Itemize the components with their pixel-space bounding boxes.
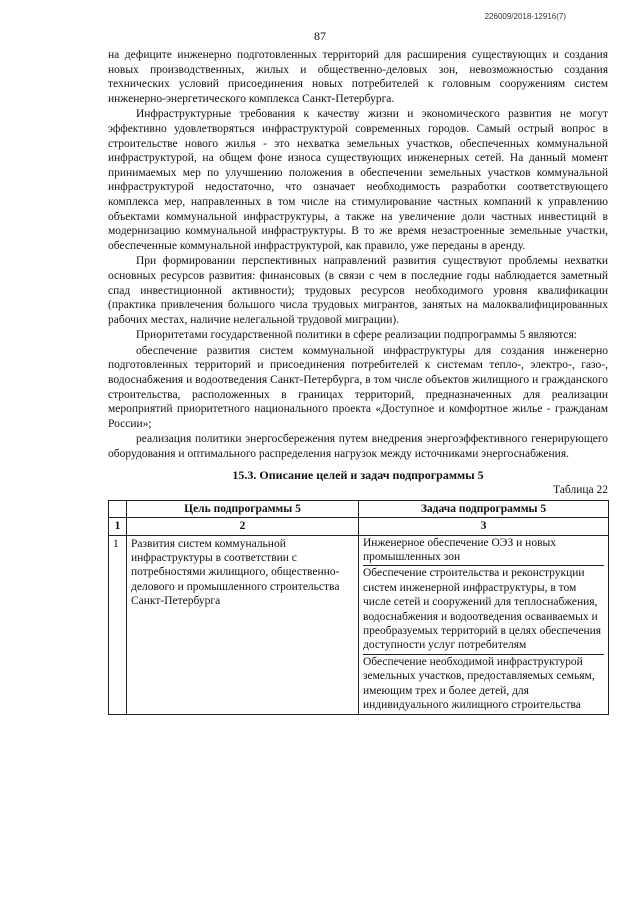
table-header-cell (109, 500, 127, 517)
task-item: Обеспечение необходимой инфраструктурой земельных участков, предоставляемых семьям, имеющим трех и более детей, для индивидуального жилищного строительства (363, 655, 595, 712)
section-title: 15.3. Описание целей и задач подпрограммы 5 (232, 467, 484, 482)
paragraph: обеспечение развития систем коммунальной инфраструктуры для создания инженерно подготовленных территорий и присоединения потребителей к системам тепло-, электро-, газо-, водоснабжения и водоотведения Санкт-Петербурга, в том числе объектов жилищного и гражданского строительства, расположенных в границах территорий, предназначенных для реализации мероприятий приоритетного национального проекта «Доступное и комфортное жилье - гражданам России»; (108, 344, 608, 430)
paragraph: реализация политики энергосбережения путем внедрения энергоэффективного генерирующего оборудования и оптимального распределения нагрузок между источниками энергоснабжения. (108, 433, 608, 461)
table-caption: Таблица 22 (553, 484, 608, 497)
row-number: 1 (109, 535, 127, 714)
task-item: Инженерное обеспечение ОЭЗ и новых промышленных зон (363, 536, 604, 567)
task-item: Обеспечение строительства и реконструкции систем инженерной инфраструктуры, в том числе сетей и сооружений для теплоснабжения, водоснабжения и водоотведения осваиваемых и преобразуемых территорий в целях обеспечения доступности услуг потребителям (363, 566, 604, 654)
table-number-row (109, 518, 609, 535)
paragraph: При формировании перспективных направлений развития существуют проблемы нехватки основных ресурсов развития: финансовых (в связи с чем в последние годы наблюдается заметный спад инвестиционной активности); трудовых ресурсов необходимого уровня квалификации (практика привлечения большого числа трудовых мигрантов, занятых на малоквалифицированных рабочих местах, наличие нелегальной трудовой миграции). (108, 255, 608, 326)
table-header-cell: Задача подпрограммы 5 (359, 500, 609, 517)
tasks-cell (359, 535, 609, 714)
paragraph: Инфраструктурные требования к качеству жизни и экономического развития не могут эффективно удовлетворяться инфраструктурой современных городов. Самый острый вопрос в строительстве нового жилья - это нехватка земельных участков, обеспеченных коммунальной инфраструктурой, на общем фоне износа существующих инженерных сетей. На данный момент принимаемых мер по улучшению положения в обеспечении земельных участков коммунальной инфраструктурой недостаточно, что означает необходимость разработки соответствующего комплекса мер, направленных в том числе на стимулирование частных компаний к управлению объектами коммунальной инфраструктуры, а также на увеличение доли частных инвестиций в модернизацию коммунальной инфраструктуры. В то же время незастроенные земельные участки, обеспеченные коммунальной инфраструктурой, как правило, уже переданы в аренду. (108, 108, 608, 252)
document-body (108, 48, 608, 715)
document-id: 226009/2018-12916(7) (484, 12, 566, 21)
paragraph: Приоритетами государственной политики в сфере реализации подпрограммы 5 являются: (136, 329, 577, 342)
table-header-row (109, 500, 609, 517)
paragraph: на дефиците инженерно подготовленных территорий для расширения существующих и создания новых производственных, жилых и общественно-деловых зон, невозможностью создания технических условий присоединения новых потребителей к головным сооружениям систем инженерно-энергетического комплекса Санкт-Петербурга. (108, 49, 608, 105)
column-number: 2 (127, 518, 359, 535)
page-number: 87 (314, 29, 326, 43)
table-header-cell: Цель подпрограммы 5 (127, 500, 359, 517)
goal-cell: Развития систем коммунальной инфраструктуры в соответствии с потребностями жилищного, общественно-делового и промышленного строительства Санкт-Петербурга (127, 535, 359, 714)
goals-table (108, 500, 609, 715)
table-row (109, 535, 609, 714)
column-number: 3 (359, 518, 609, 535)
column-number: 1 (109, 518, 127, 535)
